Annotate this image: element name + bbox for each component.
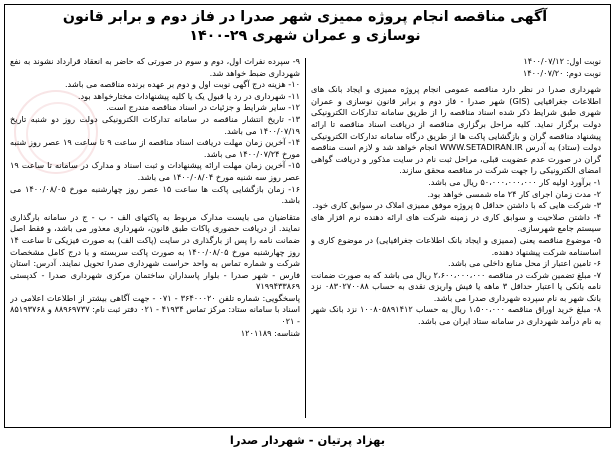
- clause-14: ۱۴- آخرین زمان مهلت دریافت اسناد مناقصه از ساعت ۹ تا ساعت ۱۹ عصر روز شنبه مورخ ۱۴۰۰/۰۷/۲۴ می باشد.: [10, 137, 300, 159]
- clause-3: ۳- شرکت هایی که با داشتن حداقل ۵ پروژه موفق ممیزی املاک در سوابق کاری خود.: [312, 200, 601, 211]
- clause-2: ۲- مدت زمان اجرای کار ۲۴ ماه شمسی خواهد بود.: [427, 188, 601, 199]
- clause-4: ۴- داشتن صلاحیت و سوابق کاری در زمینه شرکت های ارائه دهنده نرم افزار های سیستم جامع شهرسازی.: [311, 211, 601, 234]
- clause-8: ۸- مبلغ خرید اوراق مناقصه ۱،۵۰۰،۰۰۰ ریال به حساب ۱۰۰۸۰۵۸۹۱۴۱۲ نزد بانک شهر به نام درآمد شهرداری در سامانه ستاد ایران می باشد.: [311, 304, 601, 327]
- second-notice-date: نوبت دوم: ۱۴۰۰/۰۷/۲۰: [522, 67, 601, 78]
- clause-13: ۱۳- تاریخ انتشار مناقصه در سامانه تدارکات الکترونیکی دولت روز دو شنبه تاریخ ۱۴۰۰/۰۷/۱۹ می باشد.: [10, 113, 300, 136]
- title-line-2: نوسازی و عمران شهری ۲۹-۱۴۰۰: [189, 28, 421, 44]
- contact-info: پاسخگویی: شماره تلفن ۳۶۴۰۰۰۲۰ - ۰۷۱ - جهت آگاهی بیشتر از اطلاعات اعلامی در اسناد با سامانه ستاد: مرکز تماس ۴۱۹۳۴ - ۰۲۱ دفتر ثبت نام: ۸۸۹۶۹۷۳۷ و ۸۵۱۹۳۷۶۸ - ۰۲۱: [10, 292, 300, 327]
- mayor-signature: بهزاد پرتیان - شهردار صدرا: [229, 433, 386, 447]
- notice-id: شناسه: ۱۲۰۱۱۸۹: [240, 327, 300, 338]
- clause-15: ۱۵- آخرین زمان مهلت ارائه پیشنهادات و ثبت اسناد و مدارک در سامانه تا ساعت ۱۹ عصر روز سه شنبه مورخ ۱۴۰۰/۰۸/۰۴ می باشد.: [10, 160, 300, 182]
- clause-9: ۹- سپرده نفرات اول، دوم و سوم در صورتی که حاضر به انعقاد قرارداد نشوند به نفع شهرداری ضبط خواهد شد.: [10, 56, 300, 78]
- title-line-1: آگهی مناقصه انجام پروژه ممیزی شهر صدرا در فاز دوم و برابر قانون: [62, 9, 548, 25]
- clause-11: ۱۱- شهرداری در رد یا قبول یک یا کلیه پیشنهادات مختارخواهد بود.: [77, 90, 300, 101]
- intro-paragraph: شهرداری صدرا در نظر دارد مناقصه عمومی انجام پروژه ممیزی و ایجاد بانک های اطلاعات جغرافیایی (GIS) شهر صدرا - فاز دوم و برابر قانون نوسازی و عمران شهری طبق شرایط ذکر شده اسناد مناقصه را از طریق سامانه تدارکات الکترونیکی دولت برگزار نماید. کلیه مراحل برگزاری مناقصه از دریافت اسناد مناقصه تا ارائه پیشنهاد مناقصه گران و بازگشایی پاکت ها از طریق درگاه سامانه تدارکات الکترونیکی دولت (ستاد) به آدرس WWW.SETADIRAN.IR انجام خواهد شد و لازم است مناقصه گران در صورت عدم عضویت قبلی، مراحل ثبت نام در سایت مذکور و دریافت گواهی امضای الکترونیکی را جهت شرکت در مناقصه محقق سازند.: [311, 84, 601, 176]
- first-notice-date: نوبت اول: ۱۴۰۰/۰۷/۱۲: [523, 56, 601, 66]
- right-column: [311, 56, 601, 421]
- column-divider: [305, 58, 306, 418]
- clause-5: ۵- موضوع مناقصه یعنی (ممیزی و ایجاد بانک اطلاعات جغرافیایی) در موضوع کاری و اساسنامه شرکت پیشنهاد دهنده.: [311, 234, 601, 257]
- submission-instructions: متقاضیان می بایست مدارک مربوط به پاکتهای الف - ب - ج در سامانه بارگذاری نمایند. از دریافت حضوری پاکات طبق قانون، شهرداری معذور می باشد، و فقط اصل ضمانت نامه را پس از بارگذاری در سایت (پاکت الف) به صورت فیزیکی تا ساعت ۱۴ روز چهارشنبه مورخ ۱۴۰۰/۰۸/۰۵ به صورت پاکت سربسته و با درج کامل مشخصات شرکت و شماره تماس به واحد حراست شهرداری صدرا تحویل نمایند. آدرس: استان فارس - شهر صدرا - بلوار پاسداران ساختمان مرکزی شهرداری صدرا - کدپستی ۷۱۹۹۴۳۳۸۶۹: [10, 211, 300, 292]
- left-column: [10, 56, 300, 421]
- clause-7: ۷- مبلغ تضمین شرکت در مناقصه ۲،۶۰۰،۰۰۰،۰۰۰ ریال می باشد که به صورت ضمانت نامه بانکی یا اعتبار حداقل ۳ ماهه یا فیش واریزی نقدی به حساب ۰۸۳۰۲۷۰۰۸۸ نزد بانک شهر به نام سپرده شهرداری صدرا می باشد.: [311, 269, 601, 303]
- signature-bar: [4, 427, 611, 454]
- clause-12: ۱۲- سایر شرایط و جزئیات در اسناد مناقصه مندرج است.: [106, 102, 300, 113]
- clause-6: ۶- تامین اعتبار از محل منابع داخلی می باشد.: [448, 258, 601, 269]
- clause-16: ۱۶- زمان بازگشایی پاکت ها ساعت ۱۵ عصر روز چهارشنبه مورخ ۱۴۰۰/۰۸/۰۵ می باشد.: [10, 183, 300, 206]
- clause-10: ۱۰- هزینه درج آگهی نوبت اول و دوم بر عهده برنده مناقصه می باشد.: [64, 79, 300, 90]
- notice-title: [20, 8, 590, 46]
- clause-1: ۱- برآورد اولیه کار ۵۰،۰۰۰،۰۰۰،۰۰۰ ریال می باشد.: [428, 176, 601, 187]
